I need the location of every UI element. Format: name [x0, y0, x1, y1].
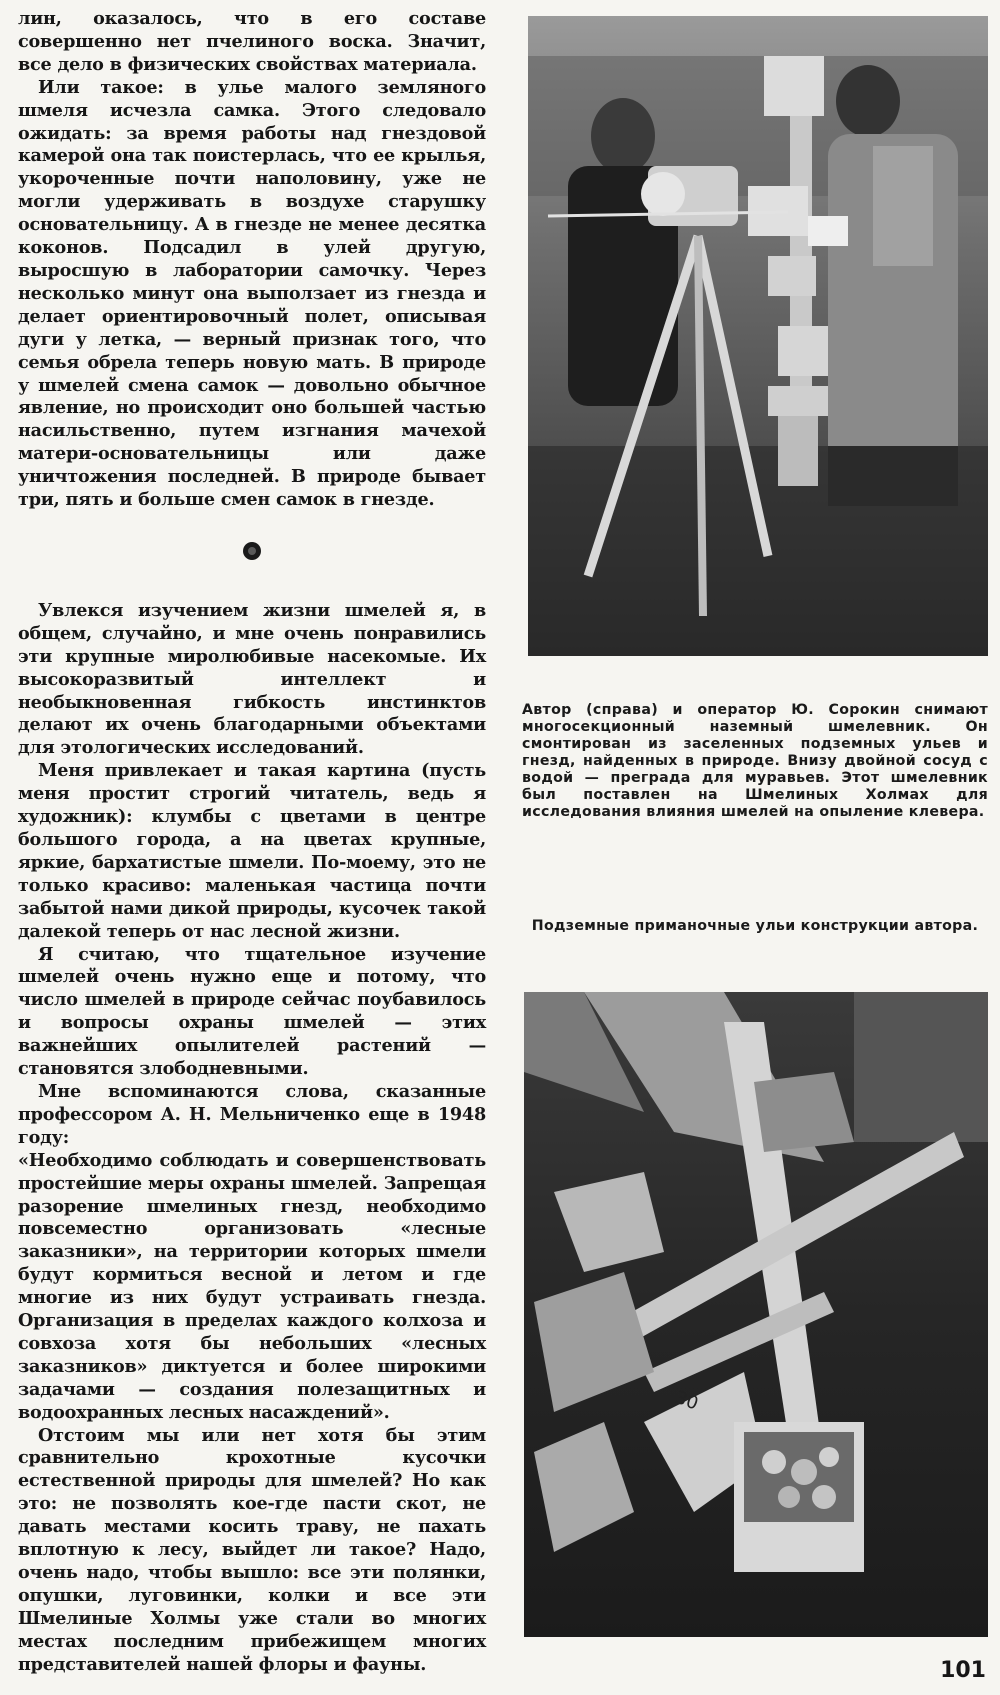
photo-caption: Автор (справа) и оператор Ю. Сорокин снимают многосекционный наземный шмелевник. Он смонтирован из заселенных подземных ульев и гнезд, найденных в природе. Внизу двойной сосуд с водой — преграда для муравьев. Этот шмелевник был поставлен на Шмелиных Холмах для исследования влияния шмелей на опыление клевера. — [522, 702, 988, 820]
paragraph: Или такое: в улье малого земляного шмеля исчезла самка. Этого следовало ожидать: за время работы над гнездовой камерой она так поистерлась, что ее крылья, укороченные почти наполовину, уже не могли удерживать в воздухе старушку основательницу. А в гнезде не менее десятка коконов. Подсадил в улей другую, выросшую в лаборатории самочку. Через несколько минут она выползает из гнезда и делает ориентировочный полет, описывая дуги у летка, — верный признак того, что семья обрела теперь новую мать. В природе у шмелей смена самок — довольно обычное явление, но происходит оно большей частью насильственно, путем изгнания мачехой матери-основательницы или даже уничтожения последней. В природе бывает три, пять и больше смен самок в гнезде. — [18, 76, 486, 511]
photo-illustration — [524, 992, 988, 1637]
paragraph: Мне вспоминаются слова, сказанные профессором А. Н. Мельниченко еще в 1948 году: — [18, 1080, 486, 1148]
paragraph: лин, оказалось, что в его составе совершенно нет пчелиного воска. Значит, все дело в физических свойствах материала. — [18, 8, 486, 75]
page-number: 101 — [940, 1658, 986, 1683]
section-separator-icon — [243, 542, 261, 560]
paragraph: Меня привлекает и такая картина (пусть меня простит строгий читатель, ведь я художник): клумбы с цветами в центре большого города, а на цветах крупные, яркие, бархатистые шмели. По-моему, это не только красиво: маленькая частица почти забытой нами дикой природы, кусочек такой далекой теперь от нас лесной жизни. — [18, 760, 486, 942]
box-label: 30 — [672, 1386, 701, 1415]
photo-underground-hives — [524, 992, 988, 1637]
paragraph: Я считаю, что тщательное изучение шмелей очень нужно еще и потому, что число шмелей в природе сейчас поубавилось и вопросы охраны шмелей — этих важнейших опылителей растений — становятся злободневными. — [18, 943, 486, 1080]
photo-caption: Подземные приманочные ульи конструкции автора. — [531, 918, 979, 934]
quote-paragraph: «Необходимо соблюдать и совершенствовать простейшие меры охраны шмелей. Запрещая разорение шмелиных гнезд, необходимо повсеместно организовать «лесные заказники», на территории которых шмели будут кормиться весной и летом и где многие из них будут устраивать гнезда. Организация в пределах каждого колхоза и совхоза хотя бы небольших «лесных заказников» диктуется и более широкими задачами — создания полезащитных и водоохранных лесных насаждений». — [18, 1149, 486, 1423]
article-text-column — [18, 8, 486, 1677]
photo-filming-hive — [528, 16, 988, 656]
photo-illustration — [528, 16, 988, 656]
paragraph: Отстоим мы или нет хотя бы этим сравнительно крохотные кусочки естественной природы для шмелей? Но как это: не позволять кое-где пасти скот, не давать местами косить траву, не пахать вплотную к лесу, выйдет ли такое? Надо, очень надо, чтобы вышло: все эти полянки, опушки, луговинки, колки и все эти Шмелиные Холмы уже стали во многих местах последним прибежищем многих представителей нашей флоры и фауны. — [18, 1424, 486, 1675]
paragraph: Увлекся изучением жизни шмелей я, в общем, случайно, и мне очень понравились эти крупные миролюбивые насекомые. Их высокоразвитый интеллект и необыкновенная гибкость инстинктов делают их очень благодарными объектами для этологических исследований. — [18, 599, 486, 759]
